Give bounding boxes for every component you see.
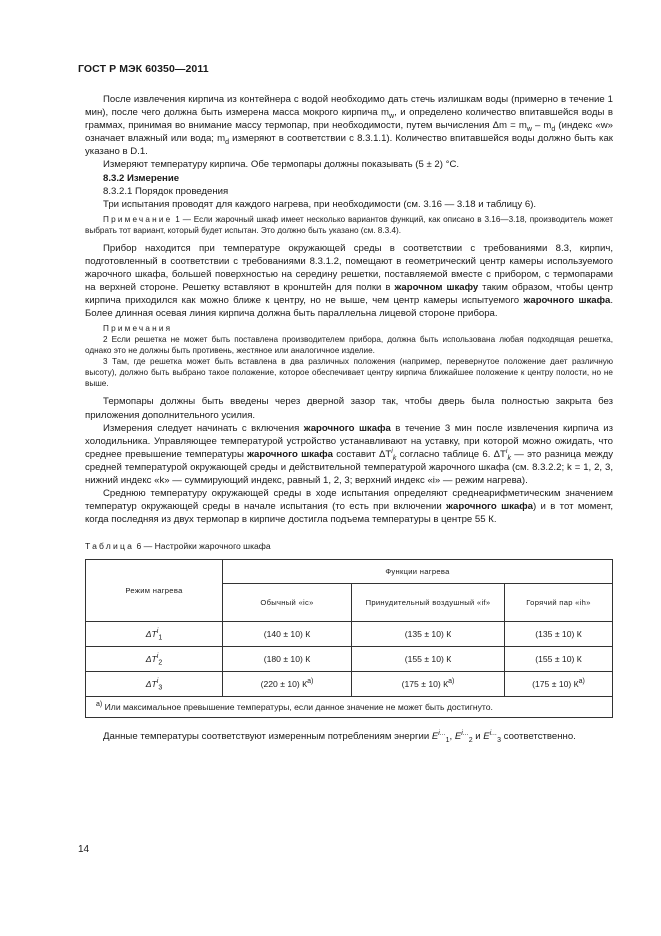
table-row-label: $\Delta T^i_3$ [86,672,223,697]
table-cell: (180 ± 10) К [223,647,352,672]
table-header-functions: Функции нагрева [223,560,613,584]
table-footnote-row [86,697,613,718]
table-cell: (135 ± 10) К [505,622,613,647]
table-cell: (175 ± 10) $К^{а)}$ [352,672,505,697]
paragraph-thermocouples: Термопары должны быть введены через дверной зазор так, чтобы дверь была полностью закрыта без приложения дополнительного усилия. [85,396,613,421]
note-2: 2 Если решетка не может быть поставлена производителем прибора, должна быть использована любая подходящая решетка, однако это не должны быть противень, жестяное или аналогичное изделие. [85,335,613,356]
table-header-ih: Горячий пар «ih» [505,584,613,622]
table-footnote: $^{а)}$ Или максимальное превышение температуры, если данное значение не может быть достигнуто. [86,697,613,718]
table-header-if: Принудительный воздушный «if» [352,584,505,622]
table-row-label: $\Delta T^i_1$ [86,622,223,647]
table-header-mode: Режим нагрева [86,560,223,622]
note-3: 3 Там, где решетка может быть вставлена в два различных положения (например, перевернутое положение дает различную высоту), должно быть выбрано такое положение, которое обеспечивает центру кирпича ближайшее положение к центру полости, но не выше. [85,357,613,389]
note-1: Примечание 1 — Если жарочный шкаф имеет несколько вариантов функций, как описано в 3.16—3.18, производитель может выбрать тот вариант, который будет испытан. Это должно быть указано (см. 8.3.4). [85,214,613,235]
table-cell: (135 ± 10) К [352,622,505,647]
page-content [85,93,613,743]
page-number: 14 [78,844,90,855]
table-cell: (140 ± 10) К [223,622,352,647]
paragraph-ambient-average: Среднюю температуру окружающей среды в ходе испытания определяют среднеарифметическим значением температур окружающей среды в начале испытания (то есть при включении жарочного шкафа) и в тот момент, когда последняя из двух термопар в кирпиче достигла подъема температуры в центре 55 К. [85,488,613,526]
section-heading-8-3-2-1: 8.3.2.1 Порядок проведения [103,185,229,197]
paragraph-measure-temp: Измеряют температуру кирпича. Обе термопары должны показывать (5 ± 2) °С. [103,159,460,171]
table-6-caption: Таблица 6 — Настройки жарочного шкафа [85,541,271,552]
paragraph-three-tests: Три испытания проводят для каждого нагрева, при необходимости (см. 3.16 — 3.18 и таблицу 6). [103,198,537,210]
paragraph-start-measurement: Измерения следует начинать с включения жарочного шкафа в течение 3 мин после извлечения кирпича из холодильника. Управляющее температурой устройство устанавливают на уставку, при которой можно ожидать, что среднее превышение температуры жарочного шкафа составит $\Delta T^i_k$ согласно таблице 6. $\Delta T^i_k$ — это разница между средней температурой окружающей среды и действительной температурой жарочного шкафа (см. 8.3.2.2; k = 1, 2, 3, нижний индекс «k» — суммирующий индекс, равный 1, 2, 3; верхний индекс «i» — режим нагрева). [85,422,613,486]
table-row [86,622,613,647]
table-row-label: $\Delta T^i_2$ [86,647,223,672]
paragraph-energy-consumption: Данные температуры соответствуют измеренным потреблениям энергии $E^{i...}_1$, $E^{i...}_2$ и $E^{i...}_3$ соответственно. [103,730,576,745]
standard-header: ГОСТ Р МЭК 60350—2011 [78,63,209,75]
table-row [86,647,613,672]
table-row [86,672,613,697]
table-cell: (155 ± 10) К [352,647,505,672]
section-heading-8-3-2: 8.3.2 Измерение [103,172,180,184]
table-cell: (155 ± 10) К [505,647,613,672]
table-cell: (220 ± 10) $К^{а)}$ [223,672,352,697]
paragraph-appliance-placement: Прибор находится при температуре окружающей среды в соответствии с требованиями 8.3, кирпич, подготовленный в соответствии с требованиями 8.3.1.2, помещают в геометрический центр камеры используемого жарочного шкафа, большей поверхностью на середину решетки, поставляемой вместе с прибором, с термопарами на верхней стороне. Решетку вставляют в кронштейн для полки в жарочном шкафу таким образом, чтобы центр кирпича приходился как можно ближе к центру, но не выше, чем центр камеры испытуемого жарочного шкафа. Более длинная осевая линия кирпича должна быть параллельна лицевой стороне прибора. [85,242,613,320]
table-cell: (175 ± 10) $К^{а)}$ [505,672,613,697]
table-header-ic: Обычный «ic» [223,584,352,622]
paragraph-brick-extraction: После извлечения кирпича из контейнера с водой необходимо дать стечь излишкам воды (примерно в течение 1 мин), после чего должна быть измерена масса мокрого кирпича $m_w$, и определено количество впитавшейся воды в граммах, принимая во внимание массу термопар, при необходимости, путем вычисления $\Delta m = m_w - m_d$ (индекс «w» означает влажный или вода; $m_d$ измеряют в соответствии с 8.3.1.1). Количество впитавшейся воды должно быть как указано в D.1. [85,94,613,158]
table-6-oven-settings [85,559,613,718]
notes-heading: Примечания [103,324,173,334]
